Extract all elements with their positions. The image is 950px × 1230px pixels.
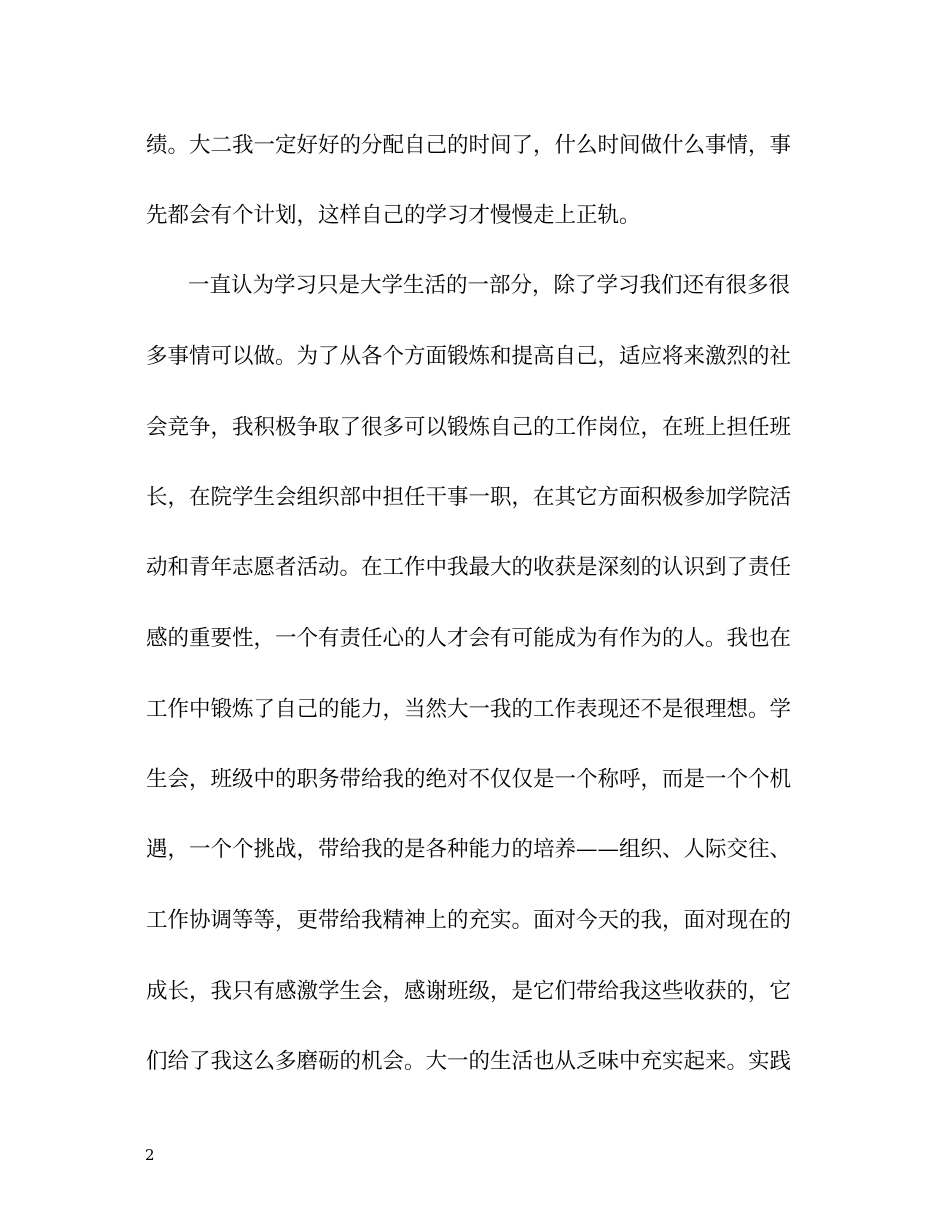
text-line: 动和青年志愿者活动。在工作中我最大的收获是深刻的认识到了责任 xyxy=(146,555,792,580)
text-line: 成长，我只有感激学生会，感谢班级，是它们带给我这些收获的，它 xyxy=(146,979,792,1004)
text-line: 长，在院学生会组织部中担任干事一职，在其它方面积极参加学院活 xyxy=(146,485,792,510)
page-number: 2 xyxy=(145,1146,155,1164)
text-line: 感的重要性，一个有责任心的人才会有可能成为有作为的人。我也在 xyxy=(146,626,792,651)
text-line: 先都会有个计划，这样自己的学习才慢慢走上正轨。 xyxy=(146,203,641,228)
text-line: 绩。大二我一定好好的分配自己的时间了，什么时间做什么事情，事 xyxy=(146,133,792,158)
text-line: 多事情可以做。为了从各个方面锻炼和提高自己，适应将来激烈的社 xyxy=(146,344,792,369)
text-line: 生会，班级中的职务带给我的绝对不仅仅是一个称呼，而是一个个机 xyxy=(146,767,792,792)
text-line: 遇，一个个挑战，带给我的是各种能力的培养——组织、人际交往、 xyxy=(146,837,792,862)
text-line: 工作协调等等，更带给我精神上的充实。面对今天的我，面对现在的 xyxy=(146,908,792,933)
text-line: 工作中锻炼了自己的能力，当然大一我的工作表现还不是很理想。学 xyxy=(146,697,792,722)
paragraph-first-line: 一直认为学习只是大学生活的一部分，除了学习我们还有很多很 xyxy=(188,273,791,298)
text-line: 们给了我这么多磨砺的机会。大一的生活也从乏味中充实起来。实践 xyxy=(146,1049,792,1074)
text-line: 会竞争，我积极争取了很多可以锻炼自己的工作岗位，在班上担任班 xyxy=(146,415,792,440)
